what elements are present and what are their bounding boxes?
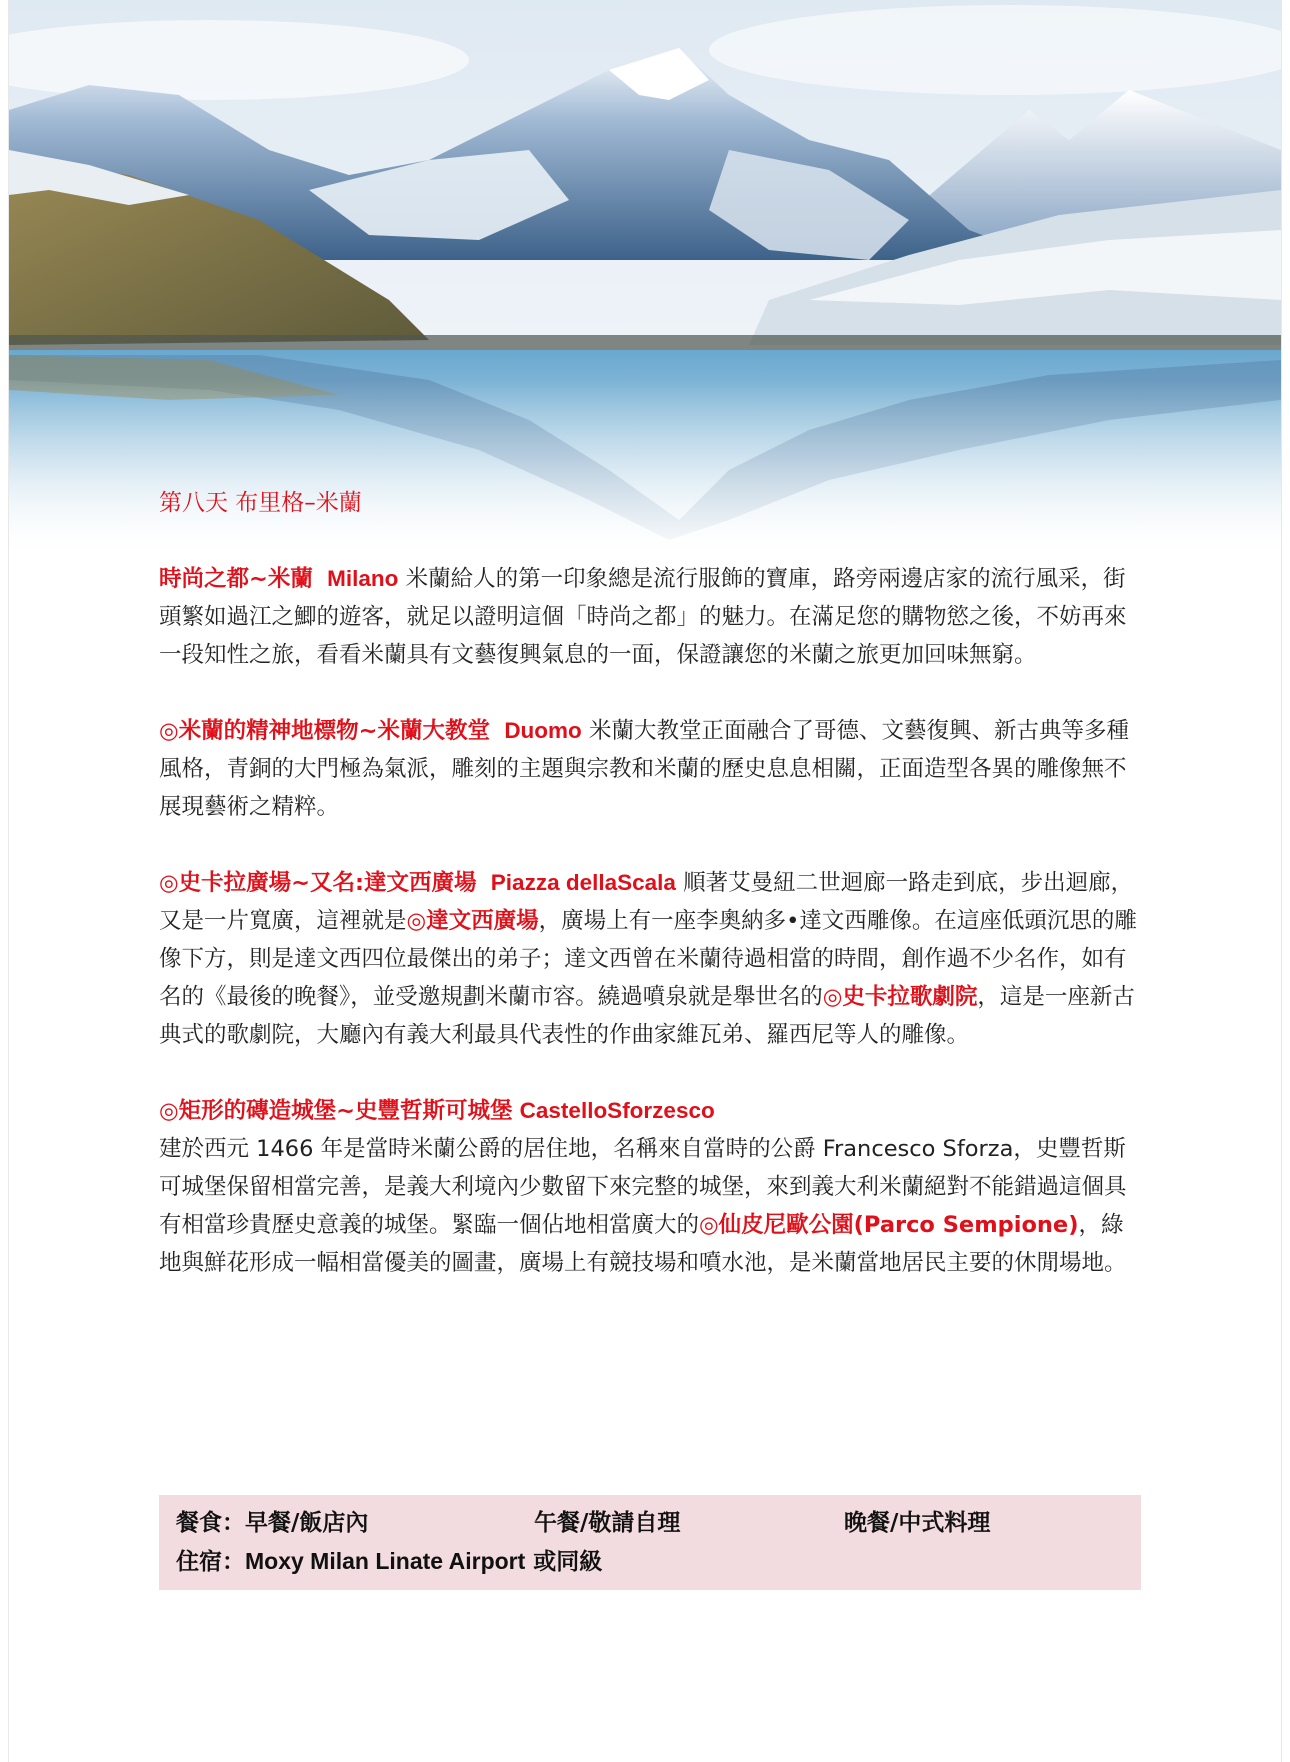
highlight-text: ◎仙皮尼歐公園(Parco Sempione) xyxy=(699,1212,1079,1238)
section-body: 建於西元 1466 年是當時米蘭公爵的居住地，名稱來自當時的公爵 Francesco Sforza，史豐哲斯可城堡保留相當完善，是義大利境內少數留下來完整的城堡，來到義大利米蘭絕對不能錯過這個具有相當珍貴歷史意義的城堡。緊臨一個佔地相當廣大的 xyxy=(159,1136,1127,1238)
section-body: 順著艾曼紐二世迴廊一路走到底，步出迴廊，又是一片寬廣，這裡就是 xyxy=(159,870,1134,934)
lodging-suffix: 或同級 xyxy=(525,1549,603,1575)
itinerary-content xyxy=(159,484,1139,1282)
document-page xyxy=(9,0,1281,1762)
section-body: 米蘭大教堂正面融合了哥德、文藝復興、新古典等多種風格，青銅的大門極為氣派，雕刻的主題與宗教和米蘭的歷史息息相關，正面造型各異的雕像無不展現藝術之精粹。 xyxy=(159,718,1129,820)
section-body: ，綠地與鮮花形成一幅相當優美的圖畫，廣場上有競技場和噴水池，是米蘭當地居民主要的休閒場地。 xyxy=(159,1212,1127,1276)
section-duomo xyxy=(159,712,1139,826)
section-castello xyxy=(159,1092,1139,1130)
section-scala xyxy=(159,864,1139,1054)
meals-lodging-box xyxy=(159,1495,1141,1590)
breakfast-text: 早餐/飯店內 xyxy=(245,1510,369,1536)
highlight-text: ◎達文西廣場 xyxy=(406,908,539,934)
section-milano xyxy=(159,560,1139,674)
meals-label: 餐食： xyxy=(176,1510,245,1536)
section-heading: 時尚之都~米蘭 xyxy=(159,566,313,592)
hotel-name: Moxy Milan Linate Airport xyxy=(245,1548,526,1574)
section-heading-latin: Duomo xyxy=(504,718,582,743)
section-body: ，這是一座新古典式的歌劇院，大廳內有義大利最具代表性的作曲家維瓦弟、羅西尼等人的雕像。 xyxy=(159,984,1135,1048)
section-heading-latin: Piazza dellaScala xyxy=(490,870,676,895)
section-body: 米蘭給人的第一印象總是流行服飾的寶庫，路旁兩邊店家的流行風采，街頭繁如過江之鯽的遊客，就足以證明這個「時尚之都」的魅力。在滿足您的購物慾之後，不妨再來一段知性之旅，看看米蘭具有文藝復興氣息的一面，保證讓您的米蘭之旅更加回味無窮。 xyxy=(159,566,1127,668)
section-heading: ◎史卡拉廣場~又名:達文西廣場 xyxy=(159,870,477,896)
alps-lake-photo xyxy=(9,0,1281,560)
section-heading-latin: Milano xyxy=(327,566,399,591)
day-title: 第八天 布里格–米蘭 xyxy=(159,490,362,516)
lunch-text: 午餐/敬請自理 xyxy=(534,1510,681,1536)
highlight-text: ◎史卡拉歌劇院 xyxy=(822,984,978,1010)
section-body: ，廣場上有一座李奧納多•達文西雕像。在這座低頭沉思的雕像下方，則是達文西四位最傑出的弟子；達文西曾在米蘭待過相當的時間，創作過不少名作，如有名的《最後的晚餐》，並受邀規劃米蘭市容。繞過噴泉就是舉世名的 xyxy=(159,908,1137,1010)
section-castello-body xyxy=(159,1130,1139,1282)
dinner-text: 晚餐/中式料理 xyxy=(844,1510,991,1536)
lodging-label: 住宿： xyxy=(176,1549,245,1575)
meals-row xyxy=(176,1505,991,1541)
lodging-row xyxy=(176,1543,602,1579)
section-heading: ◎米蘭的精神地標物~米蘭大教堂 xyxy=(159,718,490,744)
section-heading: ◎矩形的磚造城堡~史豐哲斯可城堡 xyxy=(159,1098,513,1124)
section-heading-latin: CastelloSforzesco xyxy=(519,1098,715,1123)
